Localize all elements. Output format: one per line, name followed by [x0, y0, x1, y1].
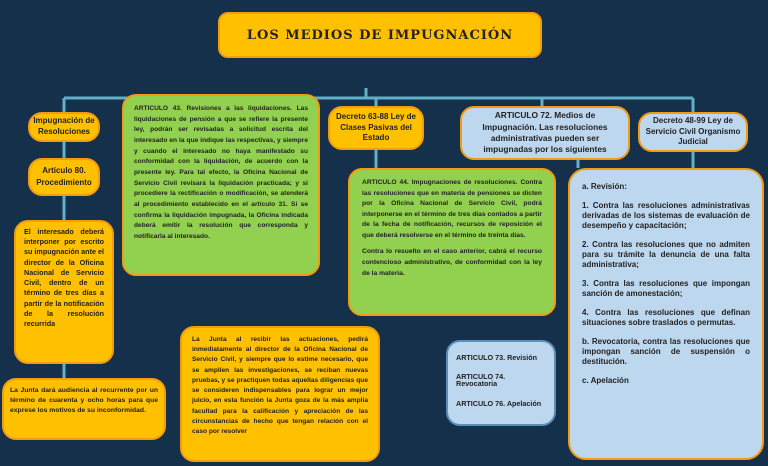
- revision-item-2: 2. Contra las resoluciones que no admiten para su trámite la denuncia de una falta administrativa;: [582, 240, 750, 269]
- articulos-list: [446, 340, 556, 426]
- decreto-48-99-box: Decreto 48-99 Ley de Servicio Civil Organismo Judicial: [638, 112, 748, 152]
- audiencia-text: La Junta dará audiencia al recurrente por un término de cuarenta y ocho horas para que exprese los motivos de su inconformidad.: [2, 378, 166, 440]
- decreto-63-88-box: Decreto 63-88 Ley de Clases Pasivas del Estado: [328, 106, 424, 150]
- impugnacion-heading: Impugnación de Resoluciones: [28, 112, 100, 142]
- articulo-72-box: ARTICULO 72. Medios de Impugnación. Las resoluciones administrativas pueden ser impugnadas por los siguientes: [460, 106, 630, 160]
- revision-item-3: 3. Contra las resoluciones que impongan sanción de amonestación;: [582, 279, 750, 298]
- revision-item-4: 4. Contra las resoluciones que definan situaciones sobre traslados o permutas.: [582, 308, 750, 327]
- articulo-80-box: Artículo 80. Procedimiento: [28, 158, 100, 196]
- articulo-76-item: ARTICULO 76. Apelación: [456, 398, 542, 408]
- articulo-44-p1: ARTICULO 44. Impugnaciones de resoluciones. Contra las resoluciones que en materia de pensiones se dicten por la Oficina Nacional de Servicio Civil, podrá interponerse en el término de tres días contados a partir de la fecha de notificación, recursos de reposición el que deberá resolverse en el término de treinta días.: [362, 179, 542, 239]
- apelacion-item: c. Apelación: [582, 376, 629, 385]
- articulo-44-p2: Contra lo resuelto en el caso anterior, cabrá el recurso contencioso administrativo, de conformidad con la ley de la materia.: [362, 248, 542, 277]
- articulo-44-text: [348, 168, 556, 316]
- revision-box: [568, 168, 764, 460]
- revision-heading: a. Revisión:: [582, 182, 627, 191]
- procedimiento-text: El interesado deberá interponer por escrito su impugnación ante el director de la Oficina Nacional de Servicio Civil, dentro de un término de tres días a partir de la notificación de la resolución recurrida: [14, 220, 114, 364]
- articulo-74-item: ARTICULO 74. Revocatoria: [456, 372, 506, 389]
- revocatoria-item: b. Revocatoria, contra las resoluciones que impongan sanción de suspensión o destitución.: [582, 337, 750, 366]
- junta-text: La Junta al recibir las actuaciones, pedirá inmediatamente al director de la Oficina Nacional de Servicio Civil, y siempre que lo estime necesario, que se amplíen las investigaciones, se reciban nuevas pruebas, y se practiquen todas aquellas diligencias que se consideren indispensables para lograr un mejor juicio, en esta función la Junta goza de la más amplia facultad para la calificación y apreciación de las circunstancias de hecho que tengan relación con el caso por resolver: [180, 326, 380, 462]
- articulo-43-text: ARTICULO 43. Revisiones a las liquidaciones. Las liquidaciones de pensión a que se refiere la presente ley, podrán ser revisadas a solicitud escrita del interesado en la que indique las respectivas, y siempre y cuando el interesado no haya manifestado su conformidad con la liquidación, de acuerdo con la presente ley. Para tal efecto, la Oficina Nacional de Servicio Civil revisará la liquidación practicada; y si procediere la rectificación o modificación, se atenderá al procedimiento establecido en el artículo 31. Si se confirma la liquidación impugnada, la Oficina indicada deberá emitir la resolución que corresponda y notificarla al interesado.: [122, 94, 320, 276]
- articulo-73-item: ARTICULO 73. Revisión: [456, 353, 538, 362]
- revision-item-1: 1. Contra las resoluciones administrativas derivadas de los sistemas de evaluación de desempeño y capacitación;: [582, 201, 750, 230]
- page-title: LOS MEDIOS DE IMPUGNACIÓN: [218, 12, 542, 58]
